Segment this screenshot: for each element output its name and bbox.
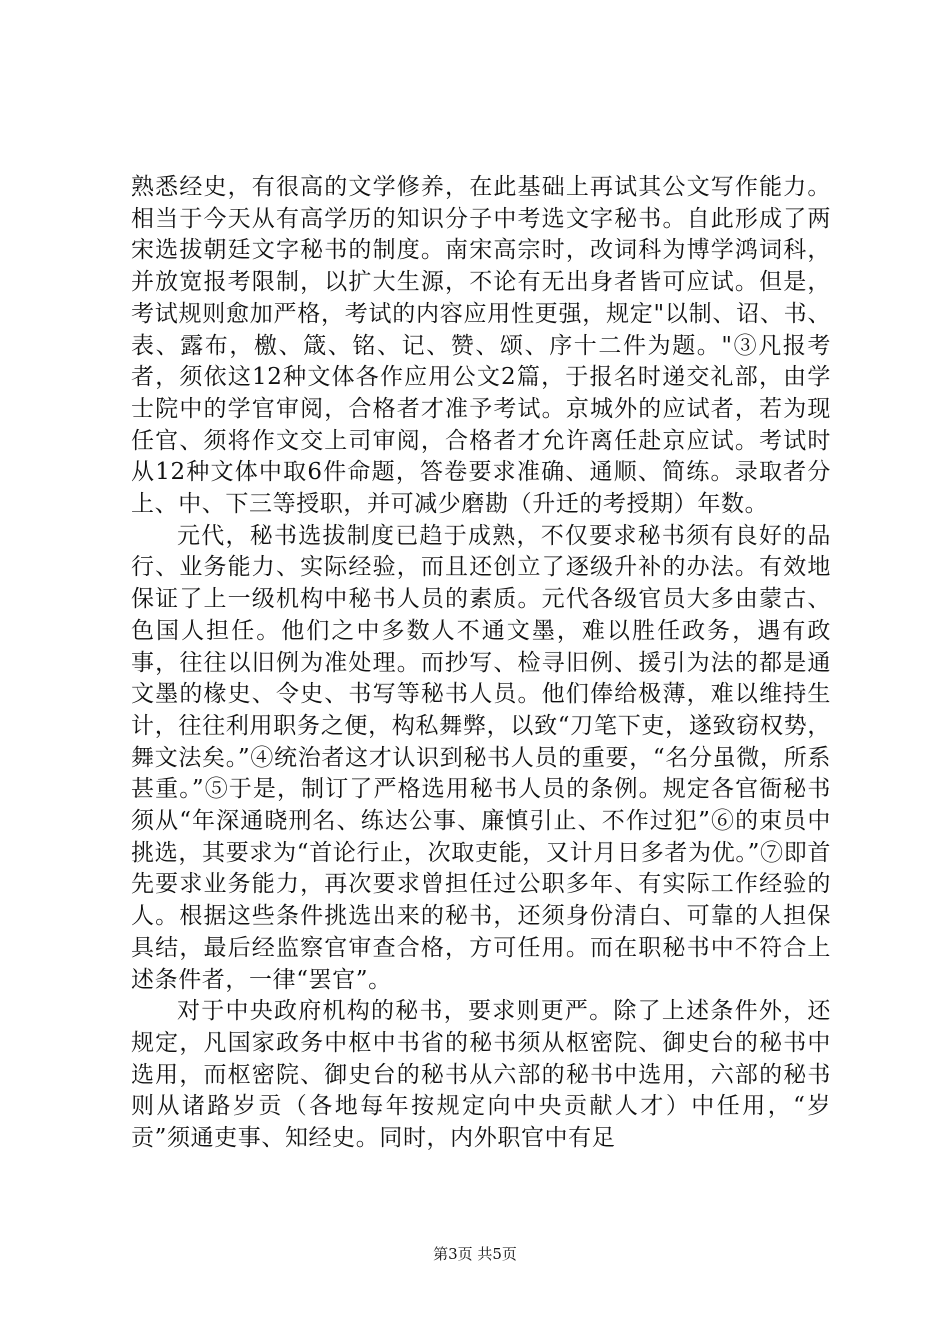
page-footer: 第3页 共5页 — [433, 1245, 517, 1263]
paragraph-2: 元代，秘书选拔制度已趋于成熟，不仅要求秘书须有良好的品行、业务能力、实际经验，而且还创立了逐级升补的办法。有效地保证了上一级机构中秘书人员的素质。元代各级官员大多由蒙古、色国人担任。他们之中多数人不通文墨，难以胜任政务，遇有政事，往往以旧例为准处理。而抄写、检寻旧例、援引为法的都是通文墨的椽史、令史、书写等秘书人员。他们俸给极薄，难以维持生计，往往利用职务之便，构私舞弊，以致“刀笔下吏，遂致窃权势，舞文法矣。”④统治者这才认识到秘书人员的重要，“名分虽微，所系甚重。”⑤于是，制订了严格选用秘书人员的条例。规定各官衙秘书须从“年深通晓刑名、练达公事、廉慎引止、不作过犯”⑥的束员中挑选，其要求为“首论行止，次取吏能，又计月日多者为优。”⑦即首先要求业务能力，再次要求曾担任过公职多年、有实际工作经验的人。根据这些条件挑选出来的秘书，还须身份清白、可靠的人担保具结，最后经监察官审查合格，方可任用。而在职秘书中不符合上述条件者，一律“罢官”。 — [131, 522, 831, 993]
paragraph-3: 对于中央政府机构的秘书，要求则更严。除了上述条件外，还规定，凡国家政务中枢中书省的秘书须从枢密院、御史台的秘书中选用，而枢密院、御史台的秘书从六部的秘书中选用，六部的秘书则从诸路岁贡（各地每年按规定向中央贡献人才）中任用，“岁贡”须通吏事、知经史。同时，内外职官中有足 — [131, 998, 831, 1152]
paragraph-1: 熟悉经史，有很高的文学修养，在此基础上再试其公文写作能力。相当于今天从有高学历的知识分子中考选文字秘书。自此形成了两宋选拔朝廷文字秘书的制度。南宋高宗时，改词科为博学鸿词科，并放宽报考限制，以扩大生源，不论有无出身者皆可应试。但是，考试规则愈加严格，考试的内容应用性更强，规定"以制、诏、书、表、露布，檄、箴、铭、记、赞、颂、序十二件为题。"③凡报考者，须依这12种文体各作应用公文2篇，于报名时递交礼部，由学士院中的学官审阅，合格者才准予考试。京城外的应试者，若为现任官、须将作文交上司审阅，合格者才允许离任赴京应试。考试时从12种文体中取6件命题，答卷要求准确、通顺、简练。录取者分上、中、下三等授职，并可减少磨勘（升迁的考授期）年数。 — [131, 174, 831, 518]
body-text — [131, 172, 831, 1155]
